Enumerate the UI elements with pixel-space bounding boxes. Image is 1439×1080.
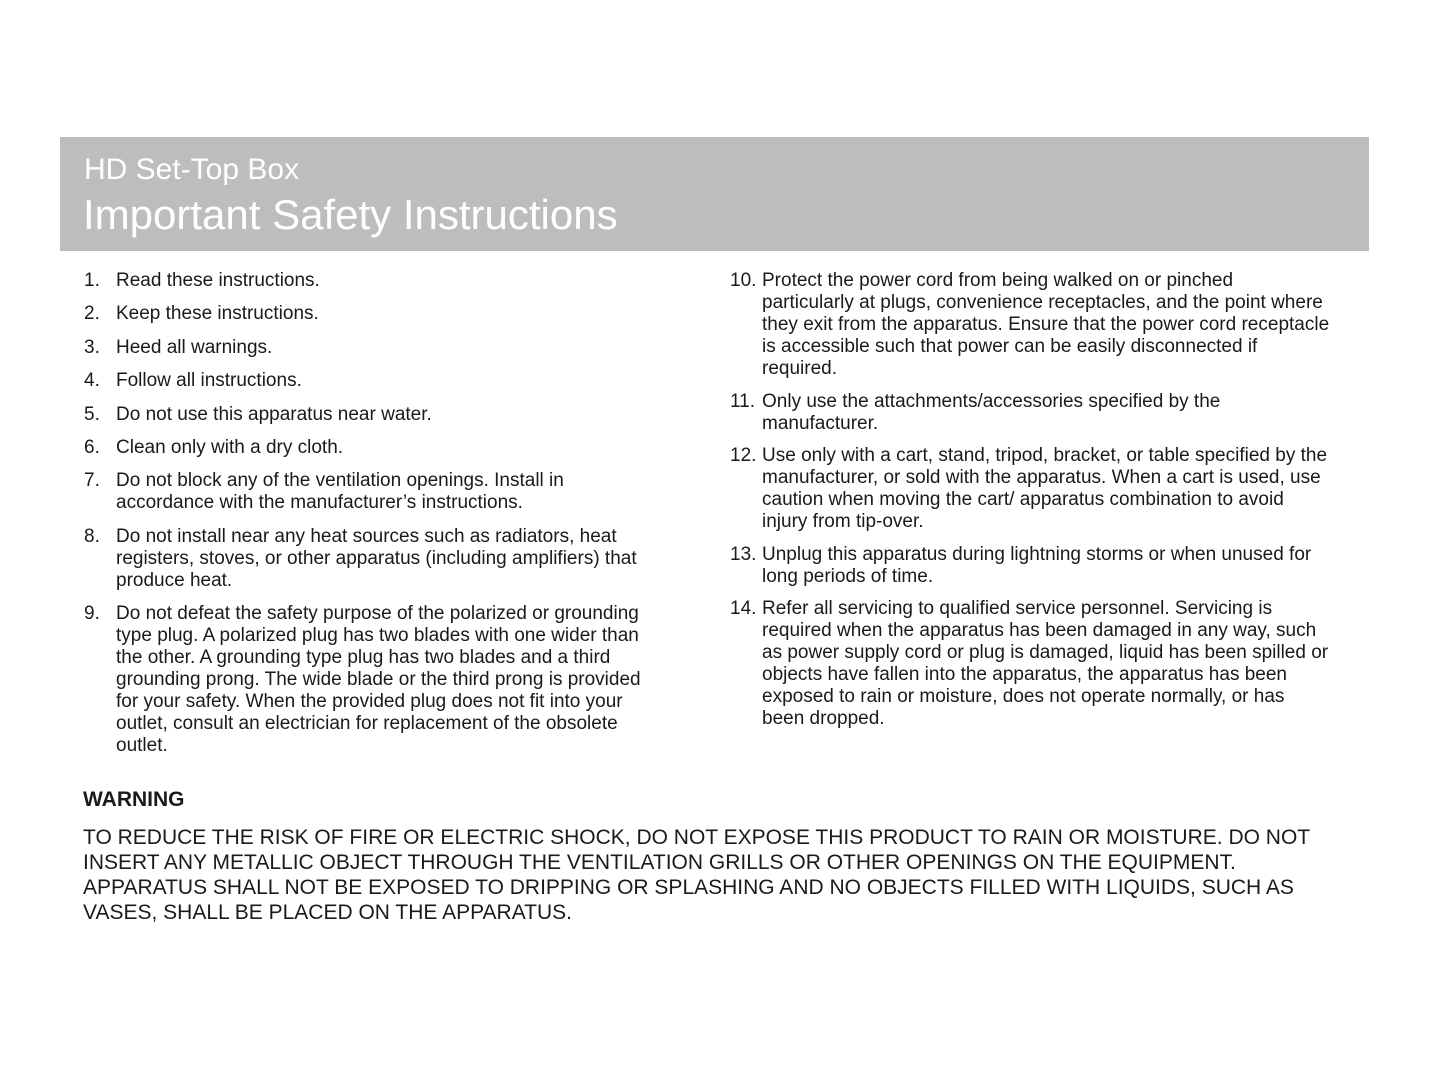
page-title: Important Safety Instructions xyxy=(83,191,618,238)
list-item xyxy=(84,337,654,359)
list-item xyxy=(730,445,1330,533)
item-text: Keep these instructions. xyxy=(116,303,319,325)
item-text: Clean only with a dry cloth. xyxy=(116,436,344,458)
item-number: 12. xyxy=(730,445,757,466)
item-text: Heed all warnings. xyxy=(116,336,273,358)
item-text: Follow all instructions. xyxy=(116,370,302,392)
list-item xyxy=(84,437,654,459)
item-text: Do not block any of the ventilation openings. Install in accordance with the manufacturer’s instructions. xyxy=(116,470,564,514)
list-item xyxy=(84,270,654,292)
item-text: Unplug this apparatus during lightning storms or when unused for long periods of time. xyxy=(762,543,1312,587)
list-item xyxy=(84,303,654,325)
warning-heading: WARNING xyxy=(83,788,185,811)
item-number: 13. xyxy=(730,543,757,565)
item-number: 2. xyxy=(84,303,100,325)
item-number: 3. xyxy=(84,336,100,358)
item-number: 10. xyxy=(730,270,757,291)
item-text: Do not use this apparatus near water. xyxy=(116,403,432,425)
item-number: 6. xyxy=(84,436,100,458)
item-number: 9. xyxy=(84,603,100,625)
list-item xyxy=(84,526,654,592)
instructions-list-right xyxy=(730,270,1330,741)
item-text: Read these instructions. xyxy=(116,270,320,291)
warning-text: TO REDUCE THE RISK OF FIRE OR ELECTRIC SHOCK, DO NOT EXPOSE THIS PRODUCT TO RAIN OR MOISTURE. DO NOT INSERT ANY METALLIC OBJECT THROUGH THE VENTILATION GRILLS OR OTHER OPENINGS ON THE EQUIPMENT. APPARATUS SHALL NOT BE EXPOSED TO DRIPPING OR SPLASHING AND NO OBJECTS FILLED WITH LIQUIDS, SUCH AS VASES, SHALL BE PLACED ON THE APPARATUS. xyxy=(83,826,1310,924)
item-text: Protect the power cord from being walked on or pinched particularly at plugs, convenience receptacles, and the point where they exit from the apparatus. Ensure that the power cord receptacle is accessible such that power can be easily disconnected if required. xyxy=(762,270,1330,379)
item-text: Do not defeat the safety purpose of the polarized or grounding type plug. A polarized plug has two blades with one wider than the other. A grounding type plug has two blades and a third grounding prong. The wide blade or the third prong is provided for your safety. When the provided plug does not fit into your outlet, consult an electrician for replacement of the obsolete outlet. xyxy=(116,603,641,757)
item-text: Refer all servicing to qualified service personnel. Servicing is required when the apparatus has been damaged in any way, such as power supply cord or plug is damaged, liquid has been spilled or objects have fallen into the apparatus, the apparatus has been exposed to rain or moisture, does not operate normally, or has been dropped. xyxy=(762,598,1329,729)
list-item xyxy=(84,603,654,757)
list-item xyxy=(730,598,1330,730)
list-item xyxy=(730,391,1330,435)
item-number: 14. xyxy=(730,598,757,619)
list-item xyxy=(730,270,1330,380)
product-name: HD Set-Top Box xyxy=(84,153,300,186)
item-number: 4. xyxy=(84,370,100,392)
item-number: 11. xyxy=(730,390,756,412)
item-text: Use only with a cart, stand, tripod, bracket, or table specified by the manufacturer, or sold with the apparatus. When a cart is used, use caution when moving the cart/ apparatus combination to avoid injury from tip-over. xyxy=(762,445,1328,532)
item-number: 1. xyxy=(84,270,100,291)
item-text: Do not install near any heat sources such as radiators, heat registers, stoves, or other apparatus (including amplifiers) that produce heat. xyxy=(116,525,637,591)
list-item xyxy=(84,470,654,514)
header-band xyxy=(60,137,1369,251)
instructions-list-left xyxy=(84,270,654,769)
list-item xyxy=(84,370,654,392)
list-item xyxy=(84,404,654,426)
item-number: 8. xyxy=(84,525,100,547)
item-number: 5. xyxy=(84,403,100,425)
item-number: 7. xyxy=(84,470,100,492)
item-text: Only use the attachments/accessories specified by the manufacturer. xyxy=(762,390,1221,434)
list-item xyxy=(730,544,1330,588)
